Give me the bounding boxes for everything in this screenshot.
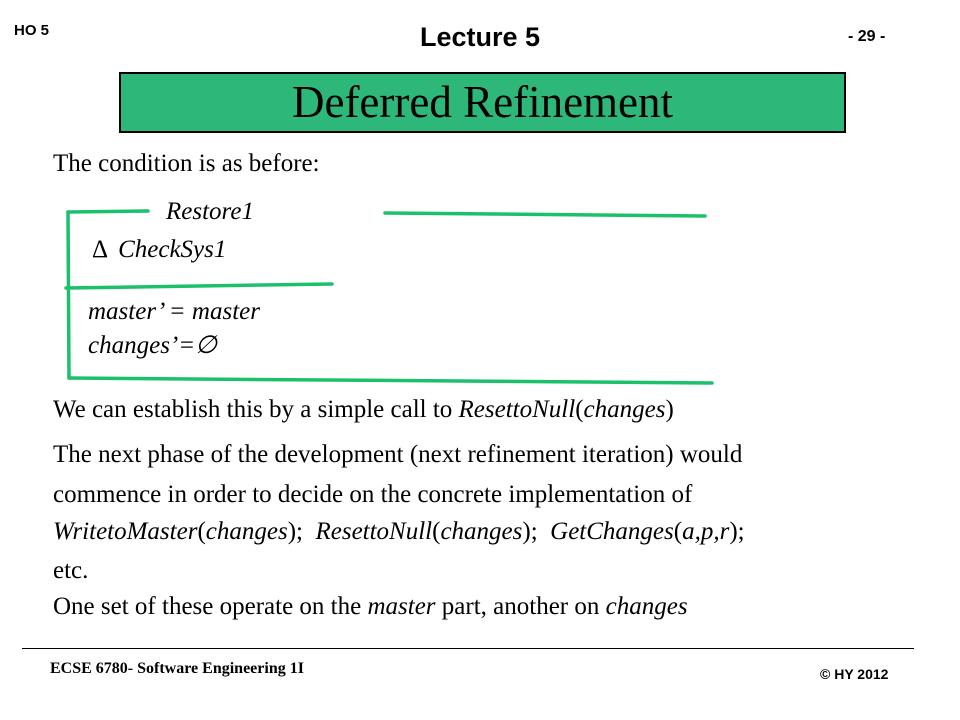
punctuation: ( (673, 518, 683, 545)
schema-top-left-line (68, 211, 148, 212)
delta-symbol: Δ (92, 236, 109, 263)
schema-predicate-master: master’ = master (88, 298, 260, 325)
paragraph-operate (53, 593, 688, 621)
slide-title: Deferred Refinement (119, 72, 846, 133)
footer-copyright: © HY 2012 (820, 666, 889, 682)
paragraph-next-phase-line1: The next phase of the development (next refinement iteration) would (53, 441, 743, 468)
emphasis-changes: changes (605, 593, 688, 620)
schema-predicate-changes: changes’=∅ (88, 332, 217, 359)
schema-name: Restore1 (166, 198, 254, 225)
function-arg: changes (205, 518, 288, 545)
handout-label: HO 5 (14, 22, 50, 39)
paragraph-reset-call (53, 396, 674, 424)
call-open-paren: ( (575, 396, 584, 423)
schema-divider-line (66, 284, 332, 288)
function-arg: a,p,r (682, 518, 730, 545)
paragraph-next-phase-line2: commence in order to decide on the concrete implementation of (53, 481, 693, 508)
emphasis-master: master (367, 593, 436, 620)
paragraph-text: We can establish this by a simple call to (53, 396, 459, 423)
paragraph-text: One set of these operate on the (53, 593, 368, 620)
page-number: - 29 - (848, 28, 886, 45)
function-name: GetChanges (550, 518, 674, 545)
paragraph-next-phase-line4: etc. (53, 557, 89, 584)
paragraph-next-phase-line3 (53, 518, 745, 546)
lecture-heading: Lecture 5 (419, 22, 541, 52)
footer-divider (22, 648, 914, 649)
schema-declaration (92, 236, 226, 264)
function-name: WritetoMaster (53, 518, 198, 545)
punctuation: ); (522, 518, 551, 545)
schema-top-right-line (385, 213, 705, 216)
delta-schema-ref: CheckSys1 (118, 236, 227, 263)
paragraph-text: part, another on (435, 593, 606, 620)
punctuation: ); (729, 518, 745, 545)
schema-bottom-line (69, 378, 712, 383)
schema-left-vertical-line (68, 212, 69, 378)
punctuation: ( (432, 518, 441, 545)
function-arg: changes (440, 518, 523, 545)
intro-text: The condition is as before: (53, 150, 320, 177)
call-close-paren: ) (665, 396, 674, 423)
punctuation: ); (287, 518, 316, 545)
punctuation: ( (197, 518, 206, 545)
footer-course: ECSE 6780- Software Engineering 1I (50, 660, 304, 677)
call-argument: changes (583, 396, 666, 423)
function-name: ResettoNull (315, 518, 433, 545)
call-name: ResettoNull (458, 396, 576, 423)
